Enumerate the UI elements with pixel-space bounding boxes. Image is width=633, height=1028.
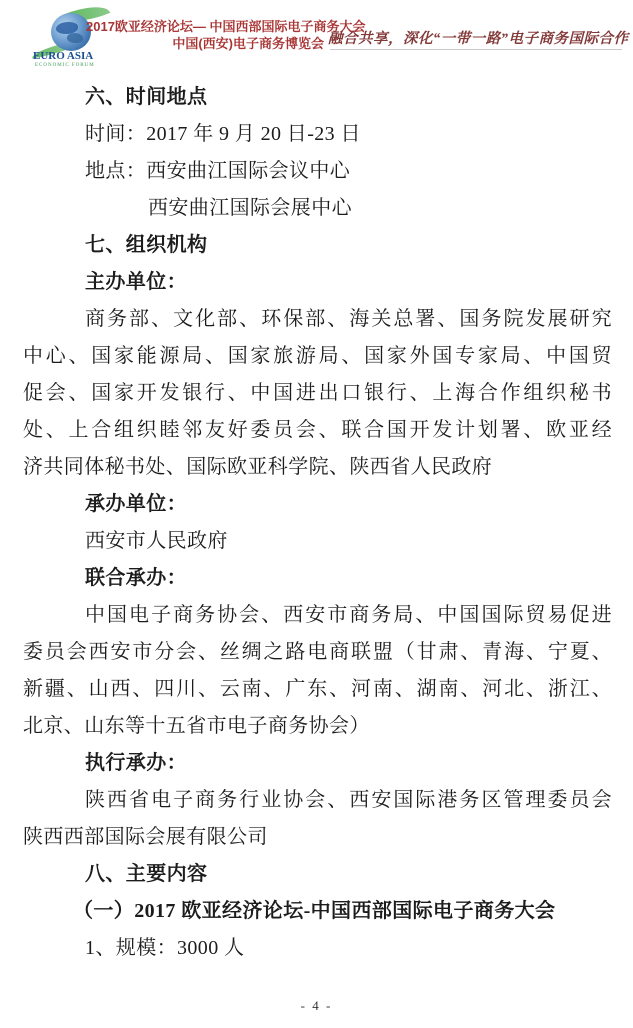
globe-icon (51, 13, 91, 51)
para-co-line: 北京、山东等十五省市电子商务协会） (23, 715, 370, 737)
header-title-line1: 2017欧亚经济论坛— 中国西部国际电子商务大会 (86, 19, 366, 34)
para-exec-line: 陕西西部国际会展有限公司 (23, 826, 268, 848)
heading-organizer: 承办单位： (85, 493, 187, 515)
para-host-line: 中心、国家能源局、国家旅游局、国家外国专家局、中国贸 (23, 345, 612, 367)
page-header (0, 0, 633, 78)
line-organizer: 西安市人民政府 (85, 530, 228, 552)
para-co-line: 中国电子商务协会、西安市商务局、中国国际贸易促进 (85, 604, 612, 626)
para-host-line: 促会、国家开发银行、中国进出口银行、上海合作组织秘书 (23, 382, 612, 404)
logo-wordmark: EURO ASIA (33, 50, 94, 62)
page-number: - 4 - (300, 998, 333, 1013)
para-host-line: 济共同体秘书处、国际欧亚科学院、陕西省人民政府 (23, 456, 493, 478)
line-place-2: 西安曲江国际会展中心 (148, 197, 352, 219)
header-title (86, 18, 366, 52)
heading-item-1: （一）2017 欧亚经济论坛-中国西部国际电子商务大会 (73, 900, 556, 922)
heading-co-organizer: 联合承办： (85, 567, 187, 589)
line-place-1: 地点：西安曲江国际会议中心 (85, 160, 351, 182)
heading-organization: 七、组织机构 (85, 234, 208, 256)
logo-subtext: ECONOMIC FORUM (35, 63, 95, 68)
para-co-line: 委员会西安市分会、丝绸之路电商联盟（甘肃、青海、宁夏、 (23, 641, 612, 663)
para-host-line: 商务部、文化部、环保部、海关总署、国务院发展研究 (85, 308, 612, 330)
heading-time-place: 六、时间地点 (85, 86, 208, 108)
line-scale: 1、规模：3000 人 (85, 937, 245, 959)
heading-host: 主办单位： (85, 271, 187, 293)
para-host-line: 处、上合组织睦邻友好委员会、联合国开发计划署、欧亚经 (23, 419, 612, 441)
heading-main-content: 八、主要内容 (85, 863, 208, 885)
header-title-line2: 中国(西安)电子商务博览会 (172, 36, 324, 51)
para-co-line: 新疆、山西、四川、云南、广东、河南、湖南、河北、浙江、 (23, 678, 612, 700)
para-exec-line: 陕西省电子商务行业协会、西安国际港务区管理委员会 (85, 789, 612, 811)
header-rule (330, 49, 622, 50)
document-body (23, 79, 612, 967)
heading-executor: 执行承办： (85, 752, 187, 774)
line-time: 时间：2017 年 9 月 20 日-23 日 (85, 123, 361, 145)
header-slogan: 融合共享，深化“一带一路”电子商务国际合作 (328, 31, 629, 47)
